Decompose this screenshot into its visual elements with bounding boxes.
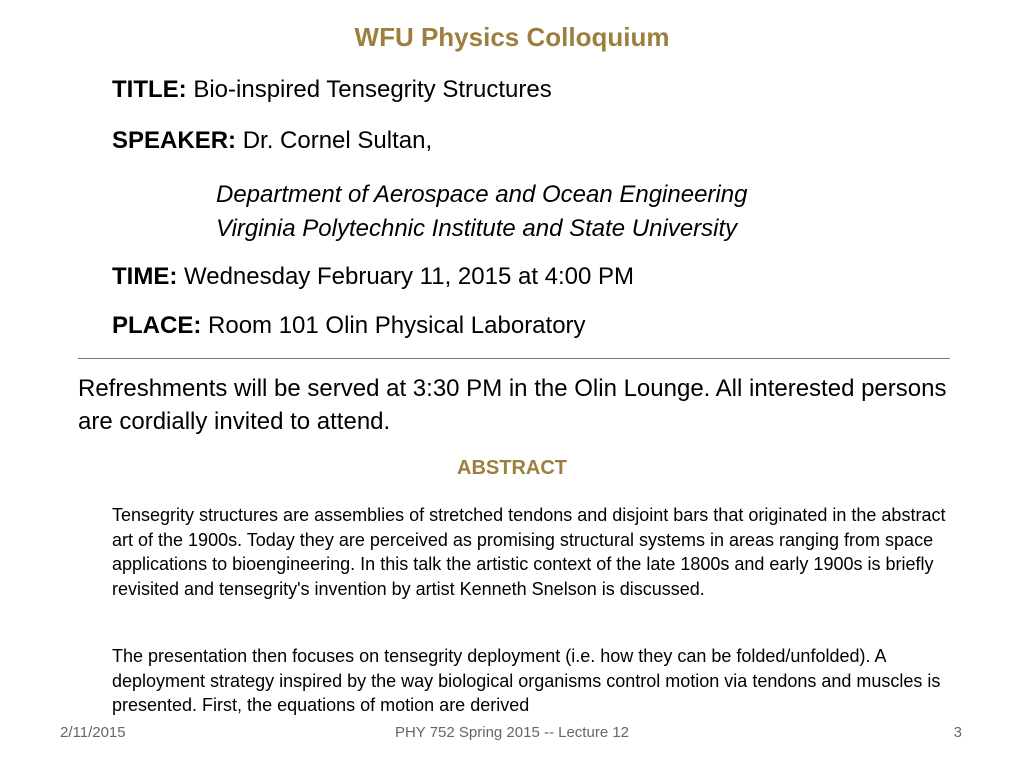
title-row [112, 76, 552, 104]
divider [78, 358, 950, 359]
time-label: TIME: [112, 263, 178, 290]
colloquium-title: WFU Physics Colloquium [354, 22, 670, 52]
speaker-label: SPEAKER: [112, 127, 237, 154]
place-label: PLACE: [112, 312, 202, 339]
refreshments-note: Refreshments will be served at 3:30 PM in the Olin Lounge. All interested persons are cordially invited to attend. [78, 375, 947, 435]
footer-course: PHY 752 Spring 2015 -- Lecture 12 [394, 724, 630, 741]
abstract-heading: ABSTRACT [457, 457, 567, 479]
speaker-name: Dr. Cornel Sultan, [242, 127, 433, 154]
place-value: Room 101 Olin Physical Laboratory [208, 312, 586, 339]
footer-date: 2/11/2015 [60, 724, 126, 741]
abstract-paragraph-2: The presentation then focuses on tensegrity deployment (i.e. how they can be folded/unfolded). A deployment strategy inspired by the way biological organisms control motion via tendons and muscles is presented. First, the equations of motion are derived [112, 646, 941, 715]
speaker-affiliation [216, 178, 747, 246]
time-row [112, 263, 634, 291]
place-row [112, 312, 586, 340]
speaker-row [112, 127, 432, 155]
time-value: Wednesday February 11, 2015 at 4:00 PM [184, 263, 635, 290]
slide-number: 3 [953, 724, 962, 741]
title-label: TITLE: [112, 76, 187, 103]
talk-title: Bio-inspired Tensegrity Structures [193, 76, 552, 103]
abstract-paragraph-1: Tensegrity structures are assemblies of stretched tendons and disjoint bars that originated in the abstract art of the 1900s. Today they are perceived as promising structural systems in areas ranging from space applications to bioengineering. In this talk the artistic context of the late 1800s and early 1900s is briefly revisited and tensegrity's invention by artist Kenneth Snelson is discussed. [112, 505, 946, 599]
department-line: Department of Aerospace and Ocean Engineering [216, 181, 748, 208]
university-line: Virginia Polytechnic Institute and State University [216, 215, 738, 242]
